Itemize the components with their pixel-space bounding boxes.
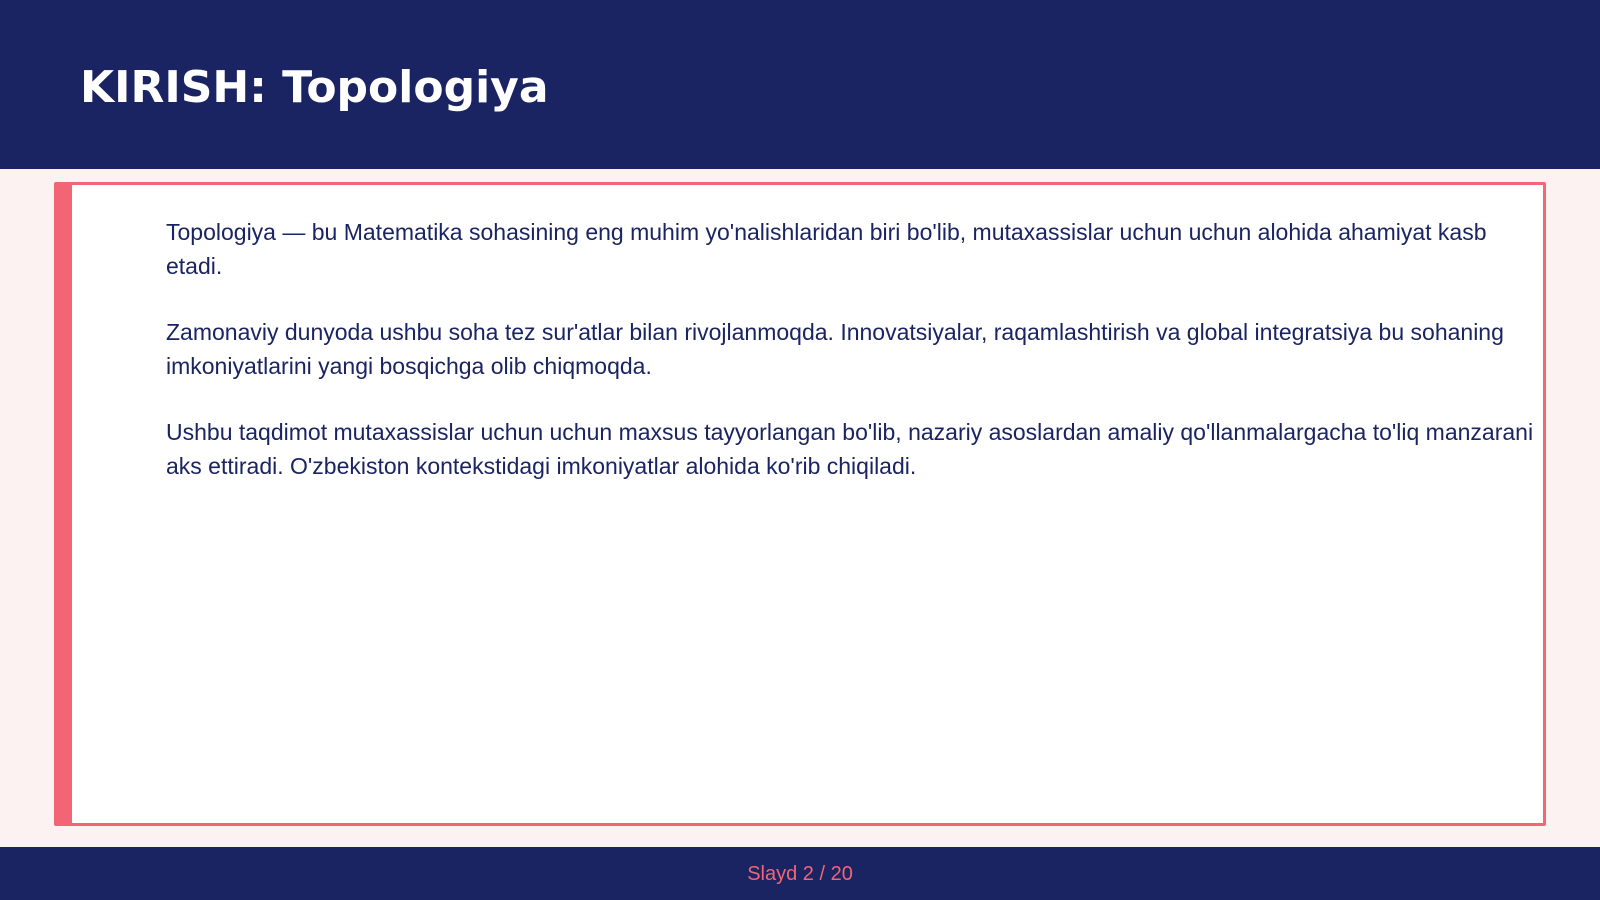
paragraph-2: Zamonaviy dunyoda ushbu soha tez sur'atlar bilan rivojlanmoqda. Innovatsiyalar, raqamlashtirish va global integratsiya bu sohaning imkoniyatlarini yangi bosqichga olib chiqmoqda. [166,319,1504,379]
content-card [54,182,1546,826]
slide-header [0,0,1600,169]
slide-title: KIRISH: Topologiya [80,62,549,113]
content-text [166,215,1536,515]
paragraph-3: Ushbu taqdimot mutaxassislar uchun uchun maxsus tayyorlangan bo'lib, nazariy asoslardan amaliy qo'llanmalargacha to'liq manzarani aks ettiradi. O'zbekiston kontekstidagi imkoniyatlar alohida ko'rib chiqiladi. [166,419,1534,479]
slide-footer [0,847,1600,900]
slide-counter: Slayd 2 / 20 [747,863,853,885]
paragraph-1: Topologiya — bu Matematika sohasining eng muhim yo'nalishlaridan biri bo'lib, mutaxassislar uchun uchun alohida ahamiyat kasb etadi. [166,219,1487,279]
